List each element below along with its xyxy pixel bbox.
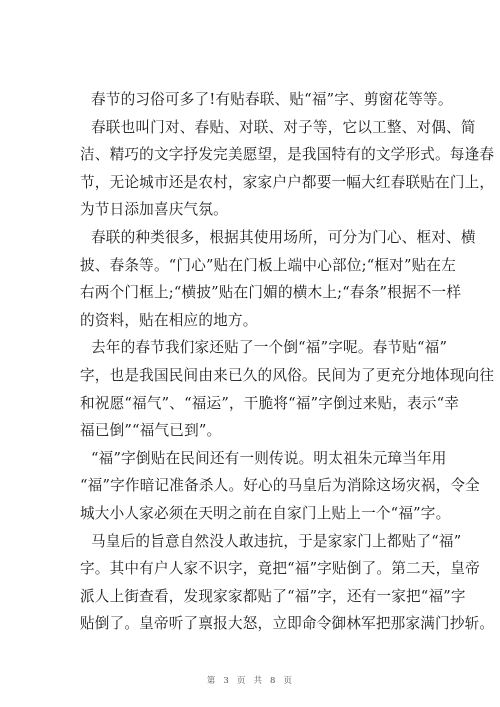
paragraph-5-line-1: “福”字倒贴在民间还有一则传说。明太祖朱元璋当年用 [91, 449, 447, 467]
paragraph-3-line-4: 的资料，贴在相应的地方。 [80, 311, 258, 329]
paragraph-4-line-2: 字，也是我国民间由来已久的风俗。民间为了更充分地体现向往 [80, 366, 495, 384]
page-number-footer: 第 3 页 共 8 页 [206, 676, 294, 686]
paragraph-4-line-1: 去年的春节我们家还贴了一个倒“福”字呢。春节贴“福” [91, 339, 448, 357]
paragraph-2-line-1: 春联也叫门对、春贴、对联、对子等，它以工整、对偶、简 [91, 118, 476, 136]
paragraph-4-line-4: 福已倒”“福气已到”。 [80, 422, 222, 440]
paragraph-5-line-2: “福”字作暗记准备杀人。好心的马皇后为消除这场灾祸，令全 [80, 477, 480, 495]
paragraph-2-line-3: 节，无论城市还是农村，家家户户都要一幅大红春联贴在门上， [80, 173, 495, 191]
paragraph-6-line-1: 马皇后的旨意自然没人敢违抗，于是家家门上都贴了“福” [91, 532, 462, 550]
paragraph-6-line-3: 派人上街查看，发现家家都贴了“福”字，还有一家把“福”字 [80, 587, 466, 605]
paragraph-2-line-2: 洁、精巧的文字抒发完美愿望，是我国特有的文学形式。每逢春 [80, 146, 495, 164]
document-body [80, 86, 495, 638]
paragraph-1-line-1: 春节的习俗可多了!有贴春联、贴“福”字、剪窗花等等。 [91, 91, 453, 108]
paragraph-6-line-4: 贴倒了。皇帝听了禀报大怒，立即命令御林军把那家满门抄斩。 [80, 615, 495, 633]
paragraph-3-line-2: 披、春条等。“门心”贴在门板上端中心部位;“框对”贴在左 [80, 256, 457, 274]
paragraph-5-line-3: 城大小人家必须在天明之前在自家门上贴上一个“福”字。 [80, 504, 451, 522]
paragraph-6-line-2: 字。其中有户人家不识字，竟把“福”字贴倒了。第二天，皇帝 [80, 560, 480, 578]
paragraph-4-line-3: 和祝愿“福气”、“福运”，干脆将“福”字倒过来贴，表示“幸 [80, 394, 460, 412]
paragraph-3-line-1: 春联的种类很多，根据其使用场所，可分为门心、框对、横 [91, 228, 476, 246]
paragraph-2-line-4: 为节日添加喜庆气氛。 [80, 201, 228, 219]
paragraph-3-line-3: 右两个门框上;“横披”贴在门媚的横木上;“春条”根据不一样 [80, 284, 462, 302]
